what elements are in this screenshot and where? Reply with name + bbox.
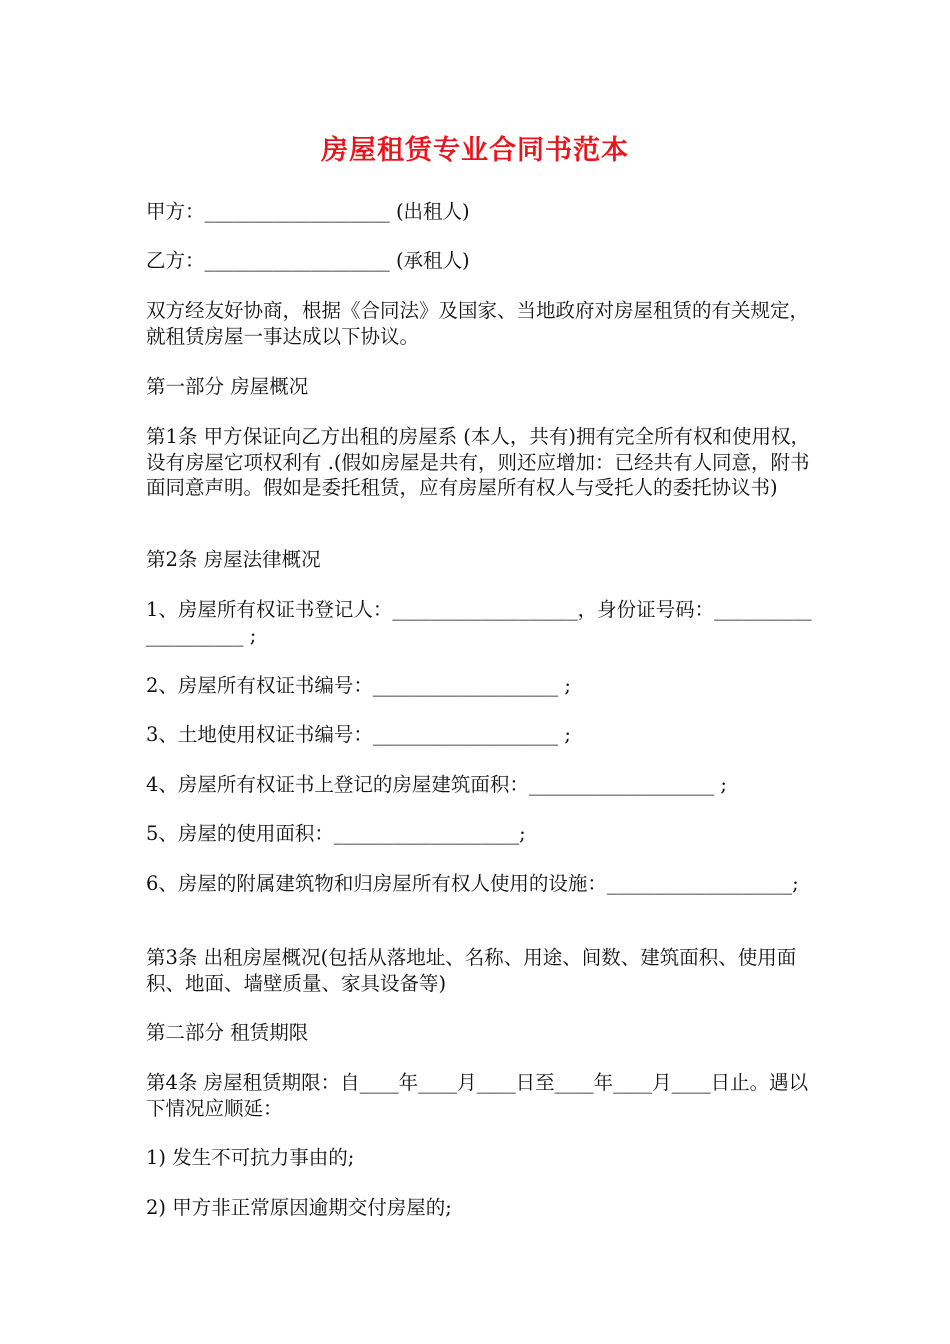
item-building-area: 4、房屋所有权证书上登记的房屋建筑面积：___________________ ;: [146, 773, 727, 796]
article-2-heading: 第2条 房屋法律概况: [146, 548, 321, 571]
article-4: 第4条 房屋租赁期限：自____年____月____日至____年____月____日止。遇以下情况应顺延：: [146, 1071, 809, 1120]
document-title: 房屋租赁专业合同书范本: [321, 135, 629, 166]
article-3: 第3条 出租房屋概况(包括从落地址、名称、用途、间数、建筑面积、使用面积、地面、墙壁质量、家具设备等): [146, 946, 797, 995]
clause-late-delivery: 2) 甲方非正常原因逾期交付房屋的;: [146, 1196, 452, 1219]
part1-heading: 第一部分 房屋概况: [146, 375, 309, 398]
item-land-use-cert-number: 3、土地使用权证书编号：___________________ ;: [146, 723, 571, 746]
part2-heading: 第二部分 租赁期限: [146, 1021, 309, 1044]
item-ownership-cert-number: 2、房屋所有权证书编号：___________________ ;: [146, 674, 571, 697]
item-usable-area: 5、房屋的使用面积：___________________;: [146, 822, 526, 845]
item-owner-registrant: 1、房屋所有权证书登记人：___________________，身份证号码：____________________ ;: [146, 598, 812, 647]
party-b-line: 乙方：___________________ (承租人): [146, 249, 470, 272]
clause-force-majeure: 1) 发生不可抗力事由的;: [146, 1146, 355, 1169]
item-ancillary-facilities: 6、房屋的附属建筑物和归房屋所有权人使用的设施：___________________;: [146, 872, 799, 895]
party-a-line: 甲方：___________________ (出租人): [146, 200, 470, 223]
intro-paragraph: 双方经友好协商，根据《合同法》及国家、当地政府对房屋租赁的有关规定，就租赁房屋一事达成以下协议。: [146, 299, 810, 348]
article-1: 第1条 甲方保证向乙方出租的房屋系 (本人，共有)拥有完全所有权和使用权，设有房屋它项权利有 .(假如房屋是共有，则还应增加：已经共有人同意，附书面同意声明。假如是委托租赁，应有房屋所有权人与受托人的委托协议书): [146, 425, 811, 499]
